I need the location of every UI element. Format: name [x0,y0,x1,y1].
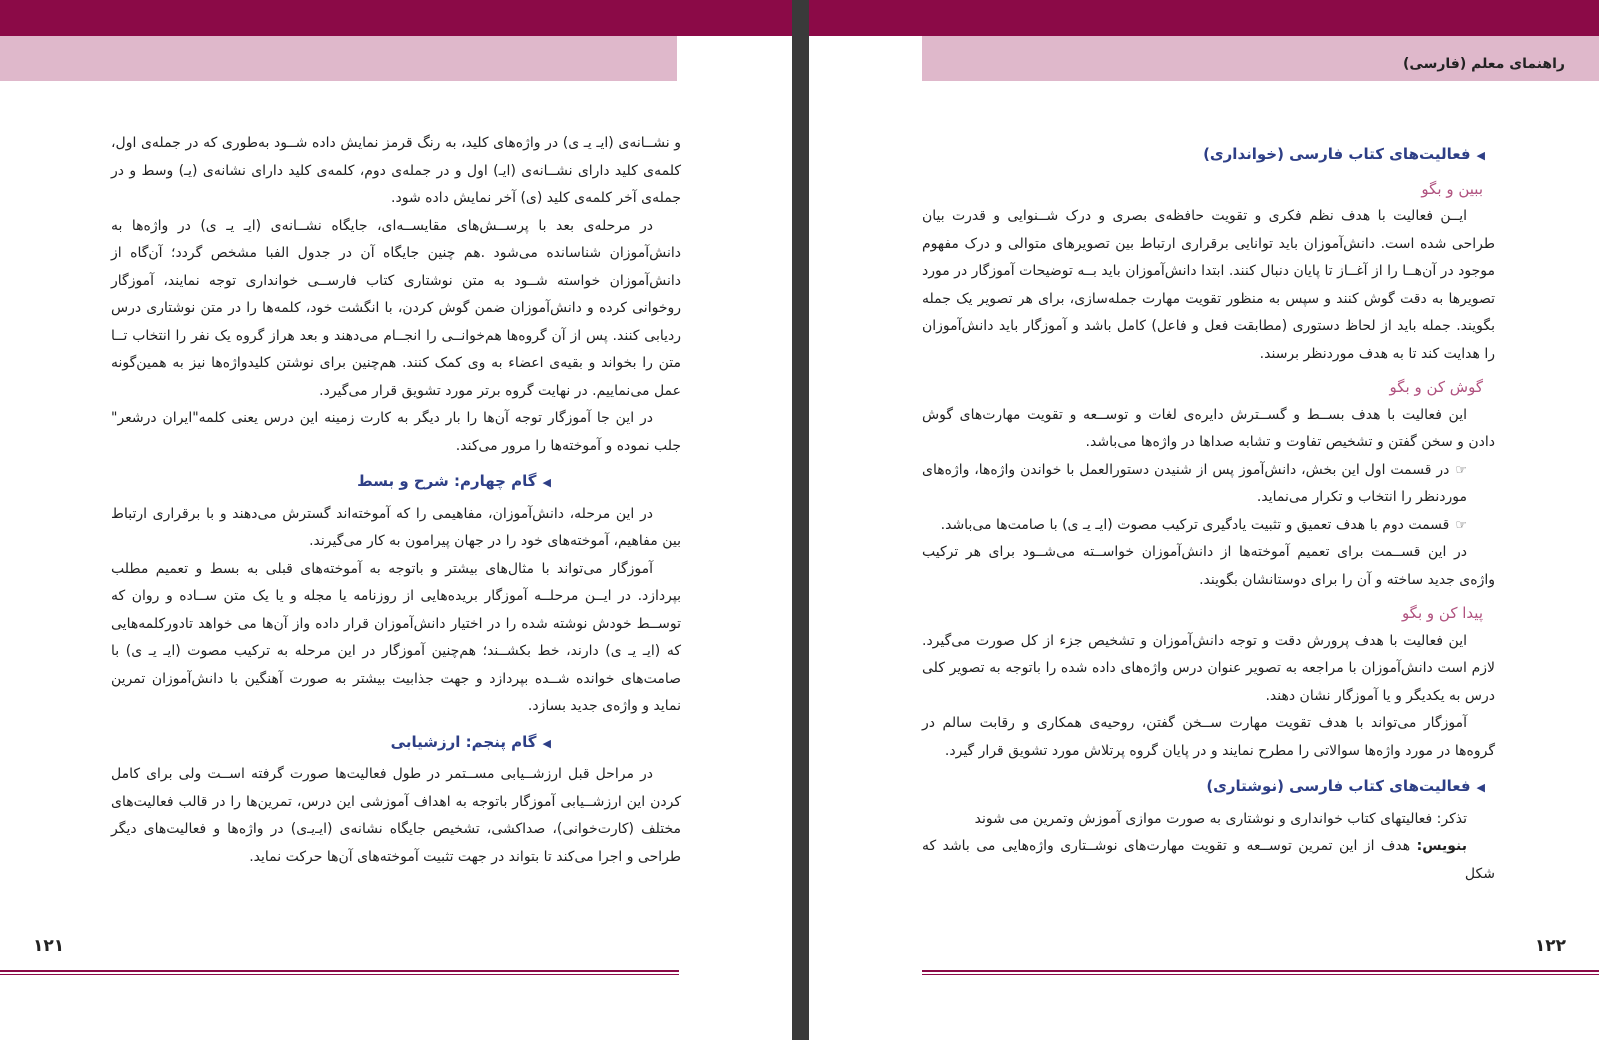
left-page-content [111,130,681,871]
top-band [0,0,792,36]
bullet-item: ☞در قسمت اول این بخش، دانش‌آموز پس از شنیدن دستورالعمل با خواندن واژه‌ها، واژه‌های موردنظر را انتخاب و تکرار می‌نماید. [922,461,1467,505]
paragraph: آموزگار می‌تواند با مثال‌های بیشتر و باتوجه به آموخته‌های قبلی به بسط و تعمیم مطلب بپردازد. در ایــن مرحلــه آموزگار بریده‌هایی از روزنامه یا مجله و یا یک متن ســاده و روان که توســط خودش نوشته شده را در اختیار دانش‌آموزان قرار داده واز آن‌ها می خواهد تادورکلمه‌هایی که (ایـ یـ ی) دارند، خط بکشــند؛ هم‌چنین آموزگار در این مرحله به ترکیب مصوت (ایـ یـ ی) با صامت‌های خوانده شــده بپردازد و جهت جذابیت بیشتر به صورت آهنگین با دانش‌آموزان تمرین نماید و واژه‌ی جدید بسازد. [111,560,681,714]
paragraph: در این جا آموزگار توجه آن‌ها را بار دیگر به کارت زمینه این درس یعنی کلمه"ایران درشعر" جلب نموده و آموخته‌ها را مرور می‌کند. [111,410,681,454]
top-band [809,0,1599,36]
triangle-bullet-icon: ◀ [542,476,551,489]
triangle-bullet-icon: ◀ [542,736,551,750]
paragraph: در این مرحله، دانش‌آموزان، مفاهیمی را که آموخته‌اند گسترش می‌دهند و با برقراری ارتباط بین مفاهیم، آموخته‌های خود را در جهان پیرامون به کار می‌گیرند. [111,505,681,549]
section-heading: ◀فعالیت‌های کتاب فارسی (خوانداری) [1203,145,1485,163]
section-heading: ◀فعالیت‌های کتاب فارسی (نوشتاری) [1206,777,1485,795]
page-number: ۱۲۲ [1534,936,1566,956]
bullet-item: ☞قسمت دوم با هدف تعمیق و تثبیت یادگیری ترکیب مصوت (ایـ یـ ی) با صامت‌ها می‌باشد. [940,516,1467,533]
subheading: ببین و بگو [1421,179,1483,198]
header-band [922,36,1599,81]
footer-rule-thin [922,974,1599,975]
running-header-title: راهنمای معلم (فارسی) [1403,56,1565,72]
page-number: ۱۲۱ [33,936,65,956]
paragraph: آموزگار می‌تواند با هدف تقویت مهارت ســخن گفتن، روحیه‌ی همکاری و رقابت سالم در گروه‌ها در مورد واژه‌ها سوالاتی را مطرح نمایند و در پایان گروه پرتلاش مورد تشویق قرار گیرد. [922,715,1495,759]
paragraph: این فعالیت با هدف پرورش دقت و توجه دانش‌آموزان و تشخیص جزء از کل صورت می‌گیرد. لازم است دانش‌آموزان با مراجعه به تصویر عنوان درس واژه‌های داده شده را باتوجه به تصویر کلی درس به یکدیگر و یا آموزگار نشان دهند. [922,632,1495,704]
header-band [0,36,677,81]
paragraph: در این قســمت برای تعمیم آموخته‌ها از دانش‌آموزان خواســته می‌شــود برای هر ترکیب واژه‌ی جدید ساخته و آن را برای دوستانشان بگویند. [922,544,1495,588]
footer-rule [922,970,1599,972]
bold-label: بنویس: [1416,838,1467,854]
hand-pointer-icon: ☞ [1455,517,1467,533]
paragraph: و نشــانه‌ی (ایـ یـ ی) در واژه‌های کلید، به رنگ قرمز نمایش داده شــود به‌طوری که در جمله‌ی اول، کلمه‌ی کلید دارای نشــانه‌ی (ایـ) اول و در جمله‌ی دوم، کلمه‌ی کلید دارای نشانه‌ی (یـ) وسط و در جمله‌ی آخر کلمه‌ی کلید (ی) آخر نمایش داده شود. [111,135,681,206]
section-heading: ◀گام چهارم: شرح و بسط [357,472,551,490]
triangle-bullet-icon: ◀ [1476,149,1485,162]
section-heading: ◀گام پنجم: ارزشیابی [390,732,551,751]
paragraph: ایــن فعالیت با هدف نظم فکری و تقویت حافظه‌ی بصری و درک شــنوایی و قدرت بیان طراحی شده است. دانش‌آموزان باید توانایی برقراری ارتباط بین تصویرهای متوالی و درک مفهوم موجود در آن‌هــا را از آغــاز تا پایان دنبال کنند. ابتدا دانش‌آموزان باید بــه توضیحات آموزگار در مورد تصویرها به دقت گوش کنند و سپس به منظور تقویت مهارت جمله‌سازی، برای هر تصویر یک جمله بگویند. جمله باید از لحاظ دستوری (مطابقت فعل و فاعل) کامل باشد و آموزگار باید دانش‌آموزان را هدایت کند تا به هدف موردنظر برسند. [922,208,1495,362]
right-page-content [922,133,1495,888]
right-page [809,0,1599,1040]
paragraph: در مراحل قبل ارزشــیابی مســتمر در طول فعالیت‌ها صورت گرفته اســت ولی برای کامل کردن این ارزشــیابی آموزگار باتوجه به اهداف آموزشی این درس، تمرین‌ها را در قالب فعالیت‌های مختلف (کارت‌خوانی)، صداکشی، تشخیص جایگاه نشانه‌ی (ایـ‌یـ‌ی) در واژه‌ها و فعالیت‌های دیگر طراحی و اجرا می‌کند تا بتواند در جهت تثبیت آموخته‌های آن‌ها حرکت نماید. [111,766,681,865]
footer-rule [0,970,679,972]
footer-rule-thin [0,974,679,975]
triangle-bullet-icon: ◀ [1476,781,1485,794]
book-gutter [792,0,809,1040]
paragraph: تذکر: فعالیتهای کتاب خوانداری و نوشتاری به صورت موازی آموزش وتمرین می شوند [974,810,1467,827]
subheading: گوش کن و بگو [1389,378,1483,396]
paragraph: بنویس: هدف از این تمرین توســعه و تقویت مهارت‌های نوشــتاری واژه‌هایی می باشد که شکل [922,838,1495,882]
hand-pointer-icon: ☞ [1455,462,1467,478]
paragraph: این فعالیت با هدف بســط و گســترش دایره‌ی لغات و توســعه و تقویت مهارت‌های گوش دادن و سخن گفتن و تشخیص تفاوت و تشابه صداها در واژه‌ها می‌باشد. [922,406,1495,450]
paragraph: در مرحله‌ی بعد با پرســش‌های مقایســه‌ای، جایگاه نشــانه‌ی (ایـ یـ ی) در واژه‌ها به دانش‌آموزان شناسانده می‌شود .هم چنین جایگاه آن در جدول الفبا مشخص گردد؛ آن‌گاه از دانش‌آموزان خواسته شــود به متن نوشتاری کتاب فارســی خوانداری توجه نمایند، آموزگار روخوانی کرده و دانش‌آموزان ضمن گوش کردن، با انگشت خود، کلمه‌ها را در متن نوشتاری درس ردیابی کنند. پس از آن گروه‌ها هم‌خوانــی را انجــام می‌دهند و بعد هراز گروه یک نفر را انتخاب تــا متن را بخواند و بقیه‌ی اعضاء به وی کمک کنند. هم‌چنین برای نوشتن کلیدواژه‌ها نیز به همین‌گونه عمل می‌نماییم. در نهایت گروه برتر مورد تشویق قرار می‌گیرد. [111,217,681,399]
subheading: پیدا کن و بگو [1401,604,1483,622]
left-page [0,0,792,1040]
